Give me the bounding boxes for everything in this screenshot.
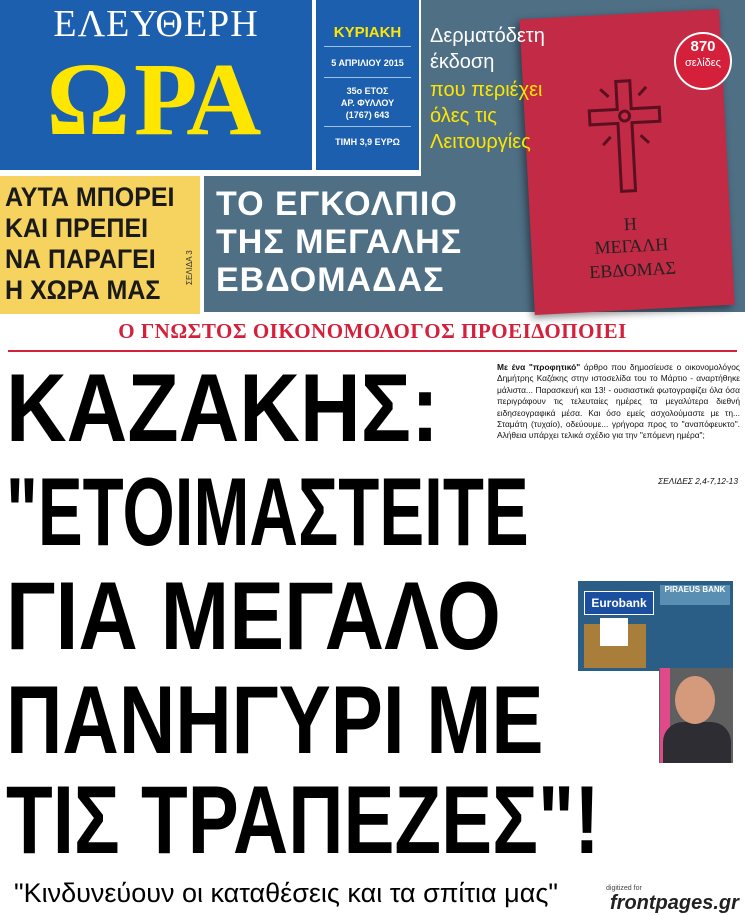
headline-line: ΤΙΣ ΤΡΑΠΕΖΕΣ"! [6,765,600,874]
teaser-line: ΑΥΤΑ ΜΠΟΡΕΙ [5,182,175,213]
headline-line: ΠΑΝΗΓΥΡΙ ΜΕ [6,665,544,774]
teaser-line: ΝΑ ΠΑΡΑΓΕΙ [5,244,156,275]
promo-text-highlight: όλες τις [430,105,497,127]
bank-sign: PIRAEUS BANK [660,585,730,605]
paper-name-logo: ΩΡΑ [46,42,266,157]
promo-text: έκδοση [430,51,495,73]
issue-year: 35ο ΕΤΟΣ [346,86,389,96]
book-title-line: ΜΕΓΑΛΗ [594,233,669,258]
headline-line: ΚΑΖΑΚΗΣ: [6,353,440,462]
story-lead: Με ένα "προφητικό" [497,362,581,372]
pages-word: σελίδες [685,57,721,69]
headline-line: ΓΙΑ ΜΕΓΑΛΟ [6,561,501,670]
story-body: άρθρο που δημοσίευσε ο οικονομολόγος Δημήτρης Καζάκης στην ιστοσελίδα του το Μάρτιο - αναρτήθηκε μάλιστα... Παρασκευή και 13! - ουσιαστικά φωτογραφίζει όλα όσα περιγράφουν τις τελευταίες ημέρες τα μεγαλύτερα διεθνή ειδησεογραφικά μέσα. Και όσο εμείς ασχολούμαστε με τη... Σταμάτη (τυχαίο), οδεύουμε... γρήγορα προς το "αναπόφευκτο". Αλήθεια υπάρχει τελικά σχέδιο για την "επόμενη ημέρα"; [497,362,740,441]
bank-logo-icon [600,618,628,646]
book-title-line: ΕΒΔΟΜΑΣ [588,257,677,283]
divider [8,350,737,352]
person-body [663,722,731,763]
teaser-line: Η ΧΩΡΑ ΜΑΣ [5,275,161,306]
story-text [497,362,740,442]
paper-name-top: ΕΛΕΥΘΕΡΗ [53,3,259,45]
bank-sign: Eurobank [584,591,654,615]
teaser-page-ref: ΣΕΛΙΔΑ 3 [185,250,194,285]
issue-number-label: ΑΡ. ΦΥΛΛΟΥ [340,98,395,108]
teaser-line: ΚΑΙ ΠΡΕΠΕΙ [5,213,149,244]
cross-icon [578,74,674,199]
feature-line: ΤΟ ΕΓΚΟΛΠΙΟ [216,185,458,223]
divider [324,77,411,78]
promo-text-highlight: που περιέχει [430,79,543,101]
feature-line: ΤΗΣ ΜΕΓΑΛΗΣ [216,223,463,261]
promo-text: Δερματόδετη [430,25,545,47]
feature-line: ΕΒΔΟΜΑΔΑΣ [216,261,445,299]
divider [324,46,411,47]
story-page-ref: ΣΕΛΙΔΕΣ 2,4-7,12-13 [658,476,738,486]
kicker: Ο ΓΝΩΣΤΟΣ ΟΙΚΟΝΟΜΟΛΟΓΟΣ ΠΡΟΕΙΔΟΠΟΙΕΙ [118,319,627,343]
headline-line: "ΕΤΟΙΜΑΣΤΕΙΤΕ [6,457,529,566]
issue-price: ΤΙΜΗ 3,9 ΕΥΡΩ [335,137,400,147]
credit-label: digitized for [606,885,642,892]
issue-day: ΚΥΡΙΑΚΗ [333,24,402,41]
issue-date: 5 ΑΠΡΙΛΙΟΥ 2015 [331,58,404,68]
divider [324,126,411,127]
pages-count: 870 [690,38,716,55]
subheadline: "Κινδυνεύουν οι καταθέσεις και τα σπίτια μας" [14,878,558,908]
book-title-line: Η [623,213,638,235]
issue-number: (1767) 643 [345,110,390,120]
person-head [675,676,715,724]
credit-site: frontpages.gr [610,892,739,914]
promo-text-highlight: Λειτουργίες [430,131,531,153]
